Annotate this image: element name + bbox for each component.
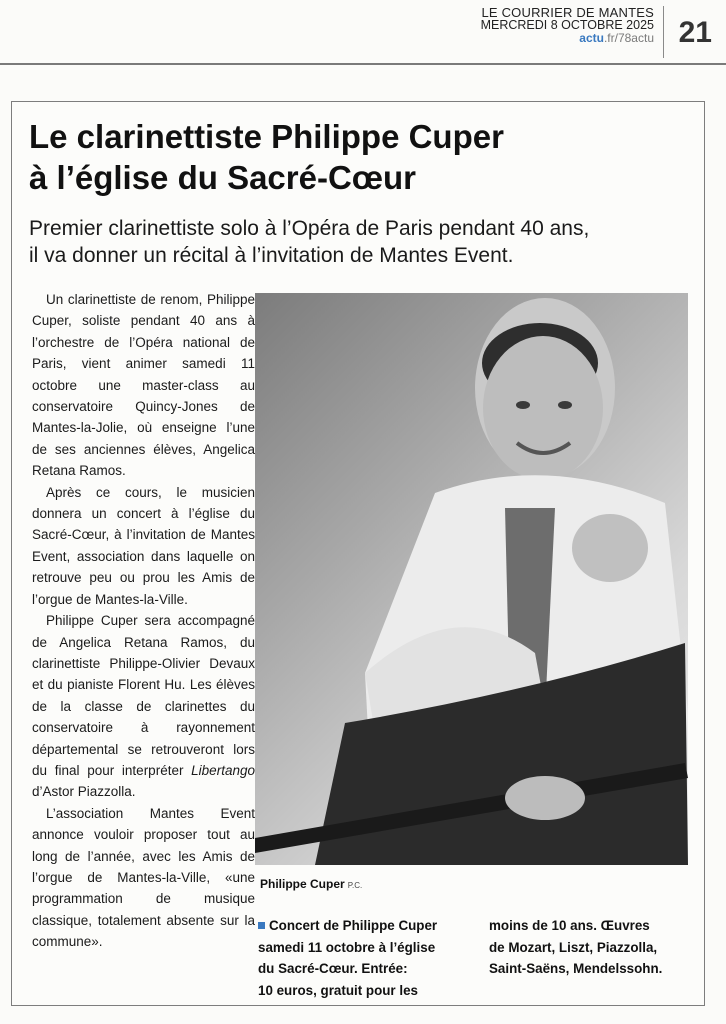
article-body [32,289,255,953]
event-info-col-2 [489,915,694,980]
site-domain: actu [579,31,604,45]
masthead [481,6,654,45]
article-subtitle [29,215,699,269]
portrait-photo [255,293,688,865]
body-paragraph-4: L’association Mantes Event annonce vouloir proposer tout au long de l’année, avec les Amis de l’orgue de Mantes-la-Ville, «une programmation de musique classique, totalement absente sur la commune». [32,805,255,950]
issue-date: MERCREDI 8 OCTOBRE 2025 [480,18,654,32]
event-info-line: 10 euros, gratuit pour les [258,982,418,998]
article-frame [11,101,705,1006]
body-paragraph-2: Après ce cours, le musicien donnera un concert à l’église du Sacré-Cœur, à l’invitation de Mantes Event, association dans laquelle on retrouve peu ou prou les Amis de l’orgue de Mantes-la-Ville. [32,484,255,607]
site-path: /78actu [614,31,654,45]
event-info-line: Saint-Saëns, Mendelssohn. [489,961,663,976]
subtitle-line-1: Premier clarinettiste solo à l’Opéra de Paris pendant 40 ans, [29,217,590,240]
site-tld: .fr [603,31,615,45]
caption-name: Philippe Cuper [260,877,345,891]
newspaper-name: LE COURRIER DE MANTES [481,5,654,20]
header-rule [0,63,726,65]
title-line-1: Le clarinettiste Philippe Cuper [29,118,504,155]
body-paragraph-3 [32,610,255,803]
song-title: Libertango [191,762,255,778]
portrait-photo-icon [255,293,688,865]
article-title [29,116,504,198]
event-info-line: de Mozart, Liszt, Piazzolla, [489,939,658,955]
caption-credit: P.C. [347,881,363,890]
body-paragraph-1: Un clarinettiste de renom, Philippe Cuper, soliste pendant 40 ans à l’orchestre de l’Opéra national de Paris, vient animer samedi 11 octobre une master-class au conservatoire Quincy-Jones de Mantes-la-Jolie, où enseigne l’une de ses anciennes élèves, Angelica Retana Ramos. [32,292,255,479]
title-line-2: à l’église du Sacré-Cœur [29,159,416,196]
event-info-line: du Sacré-Cœur. Entrée: [258,961,408,976]
event-info-text: Concert de Philippe Cuper [269,918,438,933]
subtitle-line-2: il va donner un récital à l’invitation de Mantes Event. [29,244,514,267]
event-info-line: samedi 11 octobre à l’église [258,939,436,955]
body-paragraph-3-text: Philippe Cuper sera accompagné de Angelica Retana Ramos, du clarinettiste Philippe-Olivier Devaux et du pianiste Florent Hu. Les élèves de la classe de clarinettes du conservatoire à rayonnement départemental se retrouveront lors du final pour interpréter [32,613,255,778]
event-info-line: moins de 10 ans. Œuvres [489,918,650,933]
body-paragraph-3-end: d’Astor Piazzolla. [32,784,136,800]
event-info-line [258,915,470,937]
page-number: 21 [678,16,712,49]
event-info-col-1 [258,915,470,1001]
square-bullet-icon [258,922,265,929]
photo-caption [260,877,362,891]
header-separator [663,6,664,58]
site-link[interactable] [481,32,654,45]
